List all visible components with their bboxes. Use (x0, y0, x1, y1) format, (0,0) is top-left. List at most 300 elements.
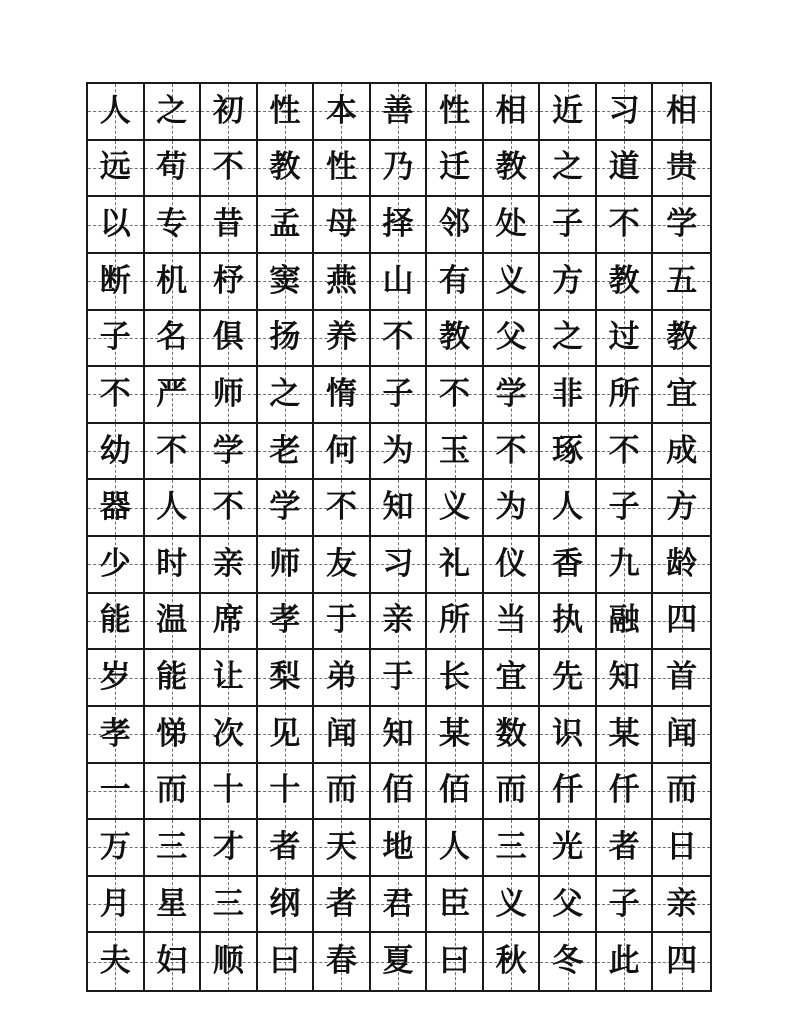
character: 妇 (156, 943, 188, 980)
character: 友 (325, 545, 357, 582)
character: 夏 (382, 943, 414, 980)
character: 不 (156, 432, 188, 469)
character: 冬 (552, 943, 584, 980)
character: 孟 (269, 206, 301, 243)
character: 春 (325, 943, 357, 980)
character: 于 (382, 659, 414, 696)
grid-cell (88, 424, 145, 481)
character: 时 (156, 545, 188, 582)
character: 山 (382, 262, 414, 299)
character: 处 (495, 206, 527, 243)
grid-cell (258, 820, 315, 877)
grid-cell (88, 707, 145, 764)
grid-cell (540, 707, 597, 764)
grid-cell (88, 764, 145, 821)
grid-cell (145, 141, 202, 198)
grid-cell (484, 650, 541, 707)
grid-cell (258, 537, 315, 594)
grid-cell (258, 84, 315, 141)
grid-cell (484, 764, 541, 821)
grid-cell (145, 424, 202, 481)
character: 三 (212, 885, 244, 922)
grid-cell (653, 764, 710, 821)
character: 非 (552, 375, 584, 412)
character: 不 (212, 489, 244, 526)
character: 之 (156, 92, 188, 129)
grid-cell (88, 933, 145, 990)
grid-cell (371, 764, 428, 821)
grid-cell (145, 84, 202, 141)
grid-cell (201, 877, 258, 934)
character: 万 (99, 828, 131, 865)
grid-cell (484, 254, 541, 311)
grid-cell (201, 141, 258, 198)
character: 相 (666, 92, 698, 129)
character: 龄 (666, 545, 698, 582)
character: 日 (666, 828, 698, 865)
grid-cell (258, 480, 315, 537)
grid-cell (427, 424, 484, 481)
grid-cell (427, 650, 484, 707)
grid-cell (540, 311, 597, 368)
character: 此 (608, 943, 640, 980)
character: 义 (495, 885, 527, 922)
grid-cell (653, 650, 710, 707)
character: 不 (325, 489, 357, 526)
grid-cell (371, 877, 428, 934)
character: 香 (552, 545, 584, 582)
grid-cell (371, 933, 428, 990)
character: 长 (439, 659, 471, 696)
character: 性 (439, 92, 471, 129)
character: 习 (382, 545, 414, 582)
character: 学 (269, 489, 301, 526)
character: 人 (552, 489, 584, 526)
grid-cell (597, 537, 654, 594)
grid-cell (145, 707, 202, 764)
grid-cell (597, 480, 654, 537)
grid-cell (314, 707, 371, 764)
grid-cell (145, 367, 202, 424)
character: 岁 (99, 659, 131, 696)
grid-cell (597, 424, 654, 481)
grid-cell (258, 367, 315, 424)
character: 人 (99, 92, 131, 129)
character: 何 (325, 432, 357, 469)
character: 成 (666, 432, 698, 469)
character: 而 (495, 772, 527, 809)
character: 之 (552, 149, 584, 186)
grid-cell (314, 480, 371, 537)
character: 不 (439, 375, 471, 412)
character: 名 (156, 319, 188, 356)
grid-cell (88, 537, 145, 594)
grid-cell (427, 933, 484, 990)
character: 所 (608, 375, 640, 412)
character: 师 (269, 545, 301, 582)
character: 者 (325, 885, 357, 922)
grid-cell (597, 197, 654, 254)
character: 方 (552, 262, 584, 299)
character: 孝 (269, 602, 301, 639)
grid-cell (427, 480, 484, 537)
grid-cell (653, 424, 710, 481)
character: 学 (495, 375, 527, 412)
character: 四 (666, 602, 698, 639)
grid-cell (484, 594, 541, 651)
grid-cell (597, 820, 654, 877)
character: 有 (439, 262, 471, 299)
grid-cell (653, 537, 710, 594)
grid-cell (427, 877, 484, 934)
character: 扬 (269, 319, 301, 356)
grid-cell (258, 254, 315, 311)
character: 君 (382, 885, 414, 922)
grid-cell (88, 367, 145, 424)
character: 见 (269, 715, 301, 752)
character: 者 (608, 828, 640, 865)
grid-cell (371, 367, 428, 424)
grid-cell (145, 877, 202, 934)
grid-cell (88, 480, 145, 537)
character: 学 (666, 206, 698, 243)
grid-cell (653, 254, 710, 311)
character: 九 (608, 545, 640, 582)
character: 光 (552, 828, 584, 865)
character: 惰 (325, 375, 357, 412)
character: 器 (99, 489, 131, 526)
grid-cell (597, 84, 654, 141)
grid-cell (597, 141, 654, 198)
grid-cell (371, 820, 428, 877)
character: 佰 (439, 772, 471, 809)
character: 某 (608, 715, 640, 752)
character: 教 (666, 319, 698, 356)
character: 一 (99, 772, 131, 809)
character: 少 (99, 545, 131, 582)
character: 老 (269, 432, 301, 469)
character: 亲 (212, 545, 244, 582)
grid-cell (314, 254, 371, 311)
grid-cell (597, 650, 654, 707)
character: 性 (269, 92, 301, 129)
grid-cell (314, 311, 371, 368)
grid-cell (653, 480, 710, 537)
grid-cell (88, 877, 145, 934)
character: 贵 (666, 149, 698, 186)
character: 十 (269, 772, 301, 809)
character: 席 (212, 602, 244, 639)
grid-cell (258, 764, 315, 821)
grid-cell (314, 141, 371, 198)
grid-cell (201, 764, 258, 821)
grid-cell (540, 820, 597, 877)
grid-cell (201, 650, 258, 707)
character: 严 (156, 375, 188, 412)
character: 远 (99, 149, 131, 186)
character: 知 (382, 489, 414, 526)
character: 不 (99, 375, 131, 412)
grid-cell (484, 707, 541, 764)
character: 而 (156, 772, 188, 809)
grid-cell (145, 764, 202, 821)
character: 为 (495, 489, 527, 526)
character: 先 (552, 659, 584, 696)
character: 初 (212, 92, 244, 129)
character: 纲 (269, 885, 301, 922)
character: 之 (269, 375, 301, 412)
character: 昔 (212, 206, 244, 243)
grid-cell (540, 254, 597, 311)
character: 方 (666, 489, 698, 526)
character: 父 (552, 885, 584, 922)
grid-cell (201, 367, 258, 424)
character: 养 (325, 319, 357, 356)
character: 父 (495, 319, 527, 356)
character: 近 (552, 92, 584, 129)
grid-cell (540, 367, 597, 424)
grid-cell (540, 480, 597, 537)
grid-cell (653, 197, 710, 254)
grid-cell (484, 141, 541, 198)
character: 不 (382, 319, 414, 356)
character: 玉 (439, 432, 471, 469)
character: 子 (99, 319, 131, 356)
grid-cell (145, 197, 202, 254)
grid-cell (597, 933, 654, 990)
character: 曰 (439, 943, 471, 980)
grid-cell (540, 933, 597, 990)
character: 以 (99, 206, 131, 243)
grid-cell (145, 594, 202, 651)
character: 窦 (269, 262, 301, 299)
grid-cell (258, 311, 315, 368)
character: 善 (382, 92, 414, 129)
grid-cell (314, 764, 371, 821)
character: 夫 (99, 943, 131, 980)
grid-cell (258, 650, 315, 707)
grid-cell (314, 197, 371, 254)
grid-cell (484, 933, 541, 990)
grid-cell (314, 84, 371, 141)
character: 者 (269, 828, 301, 865)
character: 子 (608, 489, 640, 526)
grid-cell (653, 933, 710, 990)
grid-cell (427, 254, 484, 311)
character: 于 (325, 602, 357, 639)
grid-cell (540, 594, 597, 651)
character: 顺 (212, 943, 244, 980)
grid-cell (484, 537, 541, 594)
grid-cell (427, 537, 484, 594)
character: 孝 (99, 715, 131, 752)
grid-cell (145, 311, 202, 368)
grid-cell (484, 197, 541, 254)
character: 月 (99, 885, 131, 922)
grid-cell (427, 311, 484, 368)
grid-cell (653, 820, 710, 877)
grid-cell (427, 141, 484, 198)
grid-cell (258, 933, 315, 990)
character: 之 (552, 319, 584, 356)
character: 仟 (552, 772, 584, 809)
grid-cell (371, 537, 428, 594)
character: 首 (666, 659, 698, 696)
grid-cell (258, 877, 315, 934)
character: 教 (495, 149, 527, 186)
grid-cell (484, 820, 541, 877)
character: 亲 (666, 885, 698, 922)
grid-cell (484, 480, 541, 537)
character: 本 (325, 92, 357, 129)
grid-cell (427, 367, 484, 424)
grid-cell (258, 707, 315, 764)
character: 温 (156, 602, 188, 639)
character: 相 (495, 92, 527, 129)
grid-cell (314, 650, 371, 707)
character: 次 (212, 715, 244, 752)
grid-cell (314, 594, 371, 651)
character: 迁 (439, 149, 471, 186)
character: 琢 (552, 432, 584, 469)
character: 人 (439, 828, 471, 865)
character: 佰 (382, 772, 414, 809)
grid-cell (371, 197, 428, 254)
character: 亲 (382, 602, 414, 639)
grid-cell (653, 367, 710, 424)
character: 梨 (269, 659, 301, 696)
grid-cell (314, 820, 371, 877)
character: 母 (325, 206, 357, 243)
character: 专 (156, 206, 188, 243)
grid-cell (427, 820, 484, 877)
character: 习 (608, 92, 640, 129)
character: 宜 (666, 375, 698, 412)
character: 邻 (439, 206, 471, 243)
character: 数 (495, 715, 527, 752)
grid-cell (145, 933, 202, 990)
grid-cell (540, 537, 597, 594)
grid-cell (540, 424, 597, 481)
character: 臣 (439, 885, 471, 922)
grid-cell (201, 254, 258, 311)
character: 所 (439, 602, 471, 639)
character: 师 (212, 375, 244, 412)
character: 义 (495, 262, 527, 299)
grid-cell (427, 84, 484, 141)
grid-cell (427, 197, 484, 254)
grid-cell (314, 424, 371, 481)
character: 不 (608, 206, 640, 243)
grid-cell (88, 84, 145, 141)
character: 俱 (212, 319, 244, 356)
grid-cell (653, 311, 710, 368)
grid-cell (201, 537, 258, 594)
character: 曰 (269, 943, 301, 980)
character: 某 (439, 715, 471, 752)
grid-cell (201, 311, 258, 368)
character: 过 (608, 319, 640, 356)
grid-cell (201, 84, 258, 141)
grid-cell (540, 197, 597, 254)
grid-cell (371, 650, 428, 707)
character: 为 (382, 432, 414, 469)
grid-cell (371, 707, 428, 764)
character: 四 (666, 943, 698, 980)
grid-cell (371, 311, 428, 368)
grid-cell (145, 480, 202, 537)
grid-cell (540, 84, 597, 141)
grid-cell (88, 141, 145, 198)
character: 知 (382, 715, 414, 752)
grid-cell (314, 367, 371, 424)
character: 子 (608, 885, 640, 922)
grid-cell (145, 537, 202, 594)
grid-cell (201, 480, 258, 537)
calligraphy-practice-grid (86, 82, 712, 992)
character: 杼 (212, 262, 244, 299)
character: 秋 (495, 943, 527, 980)
grid-cell (258, 197, 315, 254)
grid-cell (371, 480, 428, 537)
character: 三 (495, 828, 527, 865)
grid-cell (371, 424, 428, 481)
grid-cell (427, 764, 484, 821)
grid-cell (201, 424, 258, 481)
grid-cell (540, 877, 597, 934)
character: 能 (99, 602, 131, 639)
grid-cell (88, 254, 145, 311)
character: 知 (608, 659, 640, 696)
grid-cell (371, 594, 428, 651)
grid-cell (540, 764, 597, 821)
character: 机 (156, 262, 188, 299)
character: 仟 (608, 772, 640, 809)
character: 地 (382, 828, 414, 865)
grid-cell (484, 84, 541, 141)
grid-cell (201, 933, 258, 990)
grid-cell (597, 367, 654, 424)
grid-cell (88, 820, 145, 877)
grid-cell (314, 537, 371, 594)
character: 学 (212, 432, 244, 469)
character: 而 (666, 772, 698, 809)
character: 融 (608, 602, 640, 639)
character: 不 (495, 432, 527, 469)
grid-cell (597, 311, 654, 368)
character: 当 (495, 602, 527, 639)
grid-cell (371, 254, 428, 311)
character: 幼 (99, 432, 131, 469)
grid-cell (145, 650, 202, 707)
character: 性 (325, 149, 357, 186)
character: 断 (99, 262, 131, 299)
grid-cell (314, 933, 371, 990)
grid-cell (88, 311, 145, 368)
character: 子 (382, 375, 414, 412)
grid-cell (258, 594, 315, 651)
character: 五 (666, 262, 698, 299)
grid-cell (597, 707, 654, 764)
grid-cell (201, 594, 258, 651)
character: 宜 (495, 659, 527, 696)
character: 才 (212, 828, 244, 865)
grid-cell (201, 707, 258, 764)
character: 不 (212, 149, 244, 186)
character: 义 (439, 489, 471, 526)
grid-cell (597, 254, 654, 311)
grid-cell (653, 594, 710, 651)
